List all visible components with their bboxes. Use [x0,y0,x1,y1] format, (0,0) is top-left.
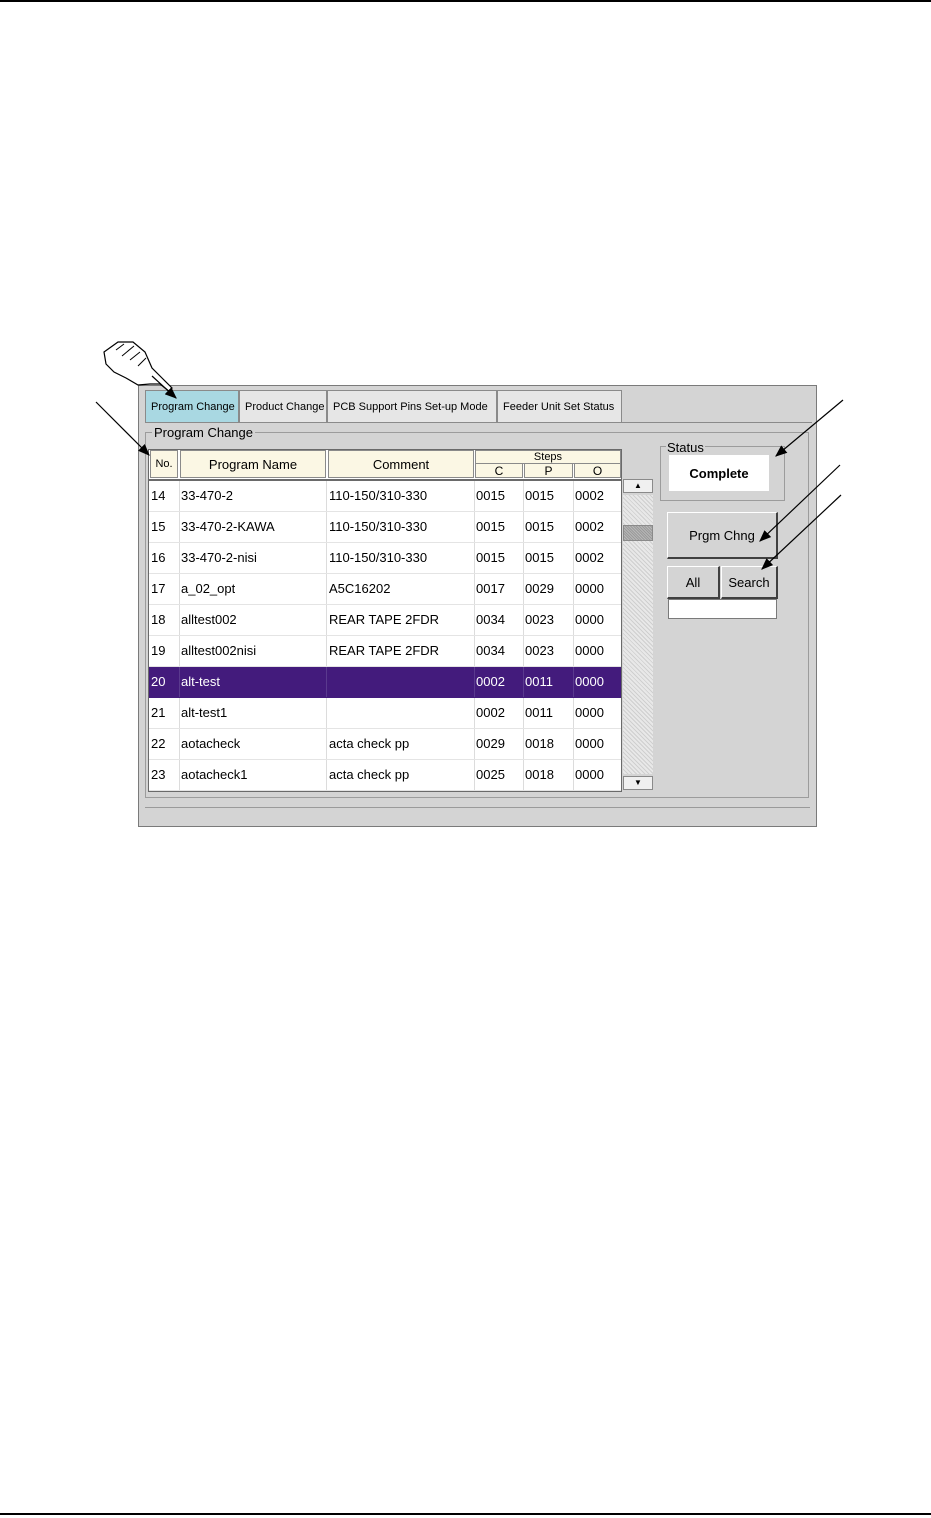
cell-name: aotacheck1 [181,767,248,782]
cell-p: 0018 [525,767,554,782]
group-title: Program Change [154,425,253,440]
cell-p: 0011 [525,705,553,720]
callout-arrow-prgm-chng [760,465,840,541]
cell-name: alt-test [181,674,221,689]
status-label: Status [667,440,704,455]
cell-no: 20 [151,674,166,689]
cell-p: 0015 [525,519,554,534]
tab-program-change[interactable]: Program Change [145,390,239,423]
search-button[interactable]: Search [721,566,778,599]
cell-name: a_02_opt [181,581,236,596]
cell-c: 0017 [476,581,505,596]
header-steps-o-label: O [592,463,603,478]
cell-comment: 110-150/310-330 [329,550,428,565]
cell-name: alltest002 [181,612,237,627]
cell-o: 0002 [575,550,604,565]
page-bottom-rule [0,1513,931,1515]
cell-no: 15 [151,519,166,534]
cell-p: 0015 [525,550,554,565]
callout-arrow-status [776,400,843,456]
callout-arrow-search [762,495,841,569]
triangle-up-icon: ▲ [634,481,642,490]
cell-o: 0000 [575,643,604,658]
cell-no: 23 [151,767,166,782]
cell-o: 0002 [575,519,604,534]
cell-no: 21 [151,705,166,720]
cell-no: 22 [151,736,166,751]
cell-o: 0000 [575,736,604,751]
callout-arrow-no-column [96,402,149,455]
cell-o: 0000 [575,581,604,596]
all-button[interactable]: All [667,566,720,599]
cell-o: 0000 [575,674,604,689]
cell-no: 19 [151,643,166,658]
cell-comment: A5C16202 [329,581,391,596]
cell-c: 0002 [476,705,505,720]
cell-name: 33-470-2 [181,488,234,503]
cell-o: 0002 [575,488,604,503]
cell-c: 0034 [476,643,505,658]
cell-name: alltest002nisi [181,643,257,658]
header-steps-p-label: P [544,463,553,478]
cell-p: 0018 [525,736,554,751]
cell-p: 0023 [525,643,554,658]
cell-o: 0000 [575,612,604,627]
status-value: Complete [669,455,769,491]
cell-c: 0002 [476,674,505,689]
cell-comment: 110-150/310-330 [329,519,428,534]
cell-comment: REAR TAPE 2FDR [329,612,440,627]
cell-comment: acta check pp [329,736,410,751]
cell-name: aotacheck [181,736,241,751]
cell-o: 0000 [575,705,604,720]
tab-feeder-unit-set-status[interactable]: Feeder Unit Set Status [497,390,622,423]
cell-c: 0025 [476,767,505,782]
cell-c: 0034 [476,612,505,627]
cell-c: 0029 [476,736,505,751]
tab-pcb-support-pins[interactable]: PCB Support Pins Set-up Mode [327,390,497,423]
prgm-chng-button[interactable]: Prgm Chng [667,512,778,559]
cell-comment: REAR TAPE 2FDR [329,643,440,658]
cell-no: 14 [151,488,166,503]
pointing-hand-icon [104,342,176,398]
header-steps-c-label: C [494,463,504,478]
cell-c: 0015 [476,519,505,534]
cell-p: 0023 [525,612,554,627]
cell-c: 0015 [476,550,505,565]
cell-p: 0011 [525,674,553,689]
cell-name: alt-test1 [181,705,228,720]
tab-product-change[interactable]: Product Change [239,390,327,423]
cell-no: 18 [151,612,166,627]
cell-o: 0000 [575,767,604,782]
cell-comment: 110-150/310-330 [329,488,428,503]
cell-p: 0029 [525,581,554,596]
header-comment-label: Comment [372,456,430,472]
cell-no: 17 [151,581,166,596]
triangle-down-icon: ▼ [634,778,642,787]
header-steps-label: Steps [533,451,563,463]
header-program-name-label: Program Name [208,456,298,472]
cell-no: 16 [151,550,166,565]
cell-c: 0015 [476,488,505,503]
header-no-label: No. [155,458,173,470]
cell-name: 33-470-2-KAWA [181,519,275,534]
cell-name: 33-470-2-nisi [181,550,257,565]
cell-p: 0015 [525,488,554,503]
cell-comment: acta check pp [329,767,410,782]
